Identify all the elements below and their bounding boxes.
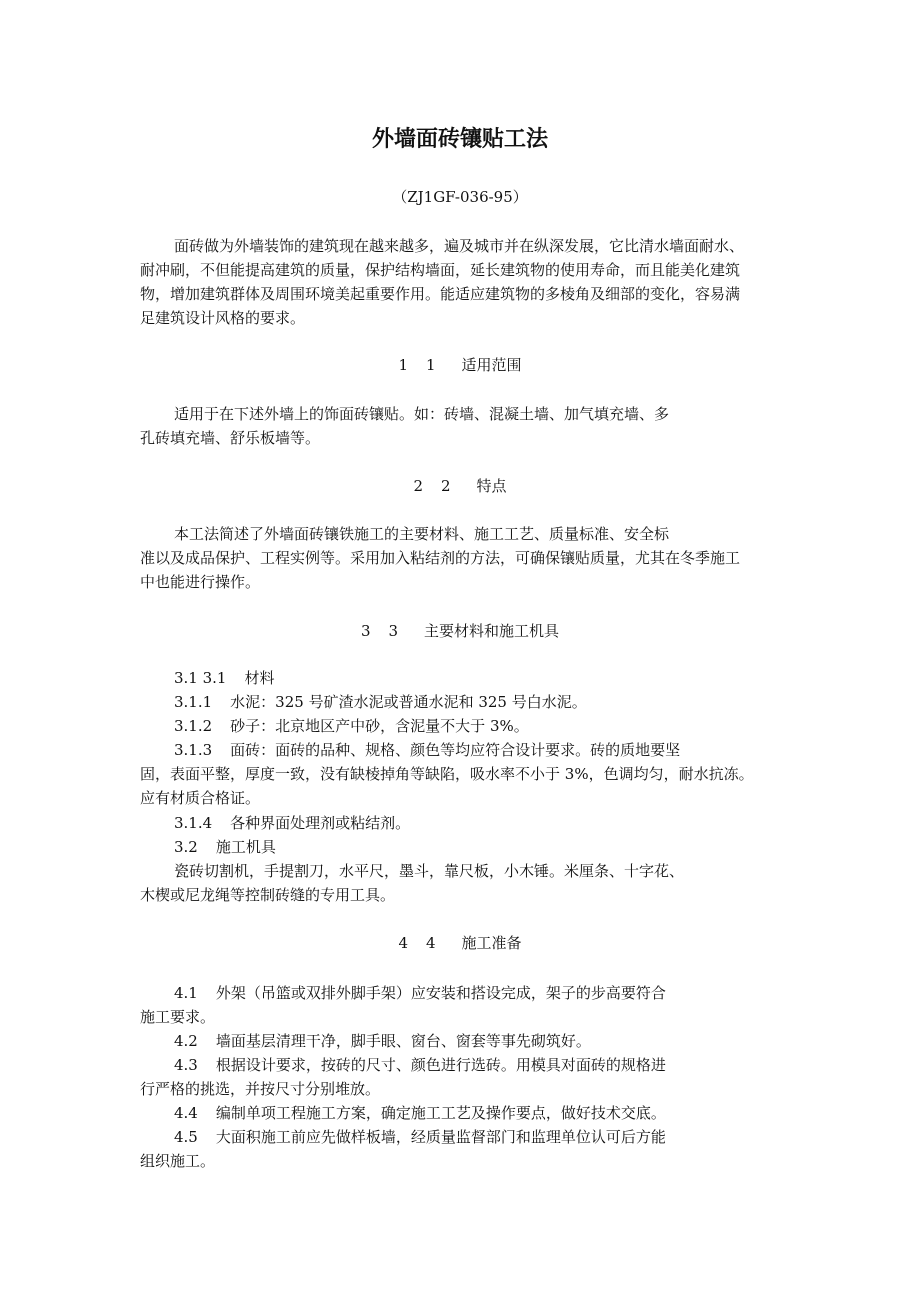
section-number: 2 — [413, 477, 423, 495]
item-line — [174, 692, 587, 712]
section-title: 主要材料和施工机具 — [424, 622, 560, 640]
item-continuation: 应有材质合格证。 — [140, 789, 261, 807]
section-line: 本工法简述了外墙面砖镶铁施工的主要材料、施工工艺、质量标准、安全标 — [174, 525, 670, 543]
section-number: 1 — [425, 356, 436, 374]
section-line: 准以及成品保护、工程实例等。采用加入粘结剂的方法，可确保镶贴质量，尤其在冬季施工 — [140, 549, 741, 567]
section-heading-1 — [0, 355, 920, 375]
item-continuation: 组织施工。 — [140, 1152, 216, 1170]
section-number: 4 — [425, 934, 436, 952]
item-text: 墙面基层清理干净，脚手眼、窗台、窗套等事先砌筑好。 — [215, 1032, 591, 1050]
section-title: 施工准备 — [461, 934, 522, 952]
item-text: 水泥：325 号矿渣水泥或普通水泥和 325 号白水泥。 — [230, 693, 587, 711]
item-line — [174, 1103, 666, 1123]
item-line — [174, 1127, 666, 1147]
item-line — [174, 1055, 666, 1075]
item-number: 3.1.4 — [174, 814, 213, 832]
item-number: 3.1.3 — [174, 741, 213, 759]
item-text: 根据设计要求，按砖的尺寸、颜色进行选砖。用模具对面砖的规格进 — [215, 1056, 666, 1074]
section-number: 1 — [398, 356, 408, 374]
section-title: 特点 — [476, 477, 507, 495]
item-line — [174, 668, 275, 688]
section-number: 3 — [388, 622, 399, 640]
item-line — [174, 716, 529, 736]
intro-line: 物，增加建筑群体及周围环境美起重要作用。能适应建筑物的多棱角及细部的变化，容易满 — [140, 285, 741, 303]
section-heading-4 — [0, 933, 920, 953]
item-number: 3.1.2 — [174, 717, 213, 735]
item-number: 3.1 3.1 — [174, 669, 227, 687]
item-number: 4.2 — [174, 1032, 198, 1050]
intro-line: 耐冲刷，不但能提高建筑的质量，保护结构墙面，延长建筑物的使用寿命，而且能美化建筑 — [140, 261, 741, 279]
item-text: 各种界面处理剂或粘结剂。 — [230, 814, 411, 832]
item-continuation: 施工要求。 — [140, 1008, 216, 1026]
item-number: 4.4 — [174, 1104, 198, 1122]
item-text: 施工机具 — [215, 838, 276, 856]
item-number: 4.5 — [174, 1128, 198, 1146]
section-number: 4 — [398, 934, 408, 952]
document-title: 外墙面砖镶贴工法 — [371, 127, 548, 152]
intro-line: 面砖做为外墙装饰的建筑现在越来越多，遍及城市并在纵深发展，它比清水墙面耐水、 — [174, 237, 745, 255]
item-continuation: 木楔或尼龙绳等控制砖缝的专用工具。 — [140, 886, 396, 904]
document-code: （ZJ1GF-036-95） — [392, 188, 528, 206]
item-text: 材料 — [244, 669, 275, 687]
section-heading-3 — [0, 621, 920, 641]
item-text: 大面积施工前应先做样板墙，经质量监督部门和监理单位认可后方能 — [215, 1128, 666, 1146]
item-line — [174, 983, 666, 1003]
item-continuation: 行严格的挑选，并按尺寸分别堆放。 — [140, 1080, 381, 1098]
item-text: 面砖：面砖的品种、规格、颜色等均应符合设计要求。砖的质地要坚 — [230, 741, 681, 759]
item-text: 砂子：北京地区产中砂，含泥量不大于 3%。 — [230, 717, 529, 735]
section-number: 2 — [440, 477, 451, 495]
section-line: 中也能进行操作。 — [140, 573, 261, 591]
item-line — [174, 813, 410, 833]
item-text: 外架（吊篮或双排外脚手架）应安装和搭设完成，架子的步高要符合 — [215, 984, 666, 1002]
item-number: 4.1 — [174, 984, 198, 1002]
intro-line: 足建筑设计风格的要求。 — [140, 309, 306, 327]
item-text: 编制单项工程施工方案，确定施工工艺及操作要点，做好技术交底。 — [215, 1104, 666, 1122]
item-line — [174, 1031, 591, 1051]
section-line: 适用于在下述外墙上的饰面砖镶贴。如：砖墙、混凝土墙、加气填充墙、多 — [174, 405, 670, 423]
item-line — [174, 837, 276, 857]
item-line: 瓷砖切割机，手提割刀，水平尺，墨斗，靠尺板，小木锤。米厘条、十字花、 — [174, 862, 685, 880]
section-heading-2 — [0, 476, 920, 496]
item-line — [174, 740, 680, 760]
section-title: 适用范围 — [461, 356, 522, 374]
item-number: 3.2 — [174, 838, 198, 856]
item-number: 4.3 — [174, 1056, 198, 1074]
item-number: 3.1.1 — [174, 693, 213, 711]
section-number: 3 — [360, 622, 371, 640]
section-line: 孔砖填充墙、舒乐板墙等。 — [140, 429, 321, 447]
item-continuation: 固，表面平整，厚度一致，没有缺棱掉角等缺陷，吸水率不小于 3%，色调均匀，耐水抗冻。 — [140, 765, 754, 783]
